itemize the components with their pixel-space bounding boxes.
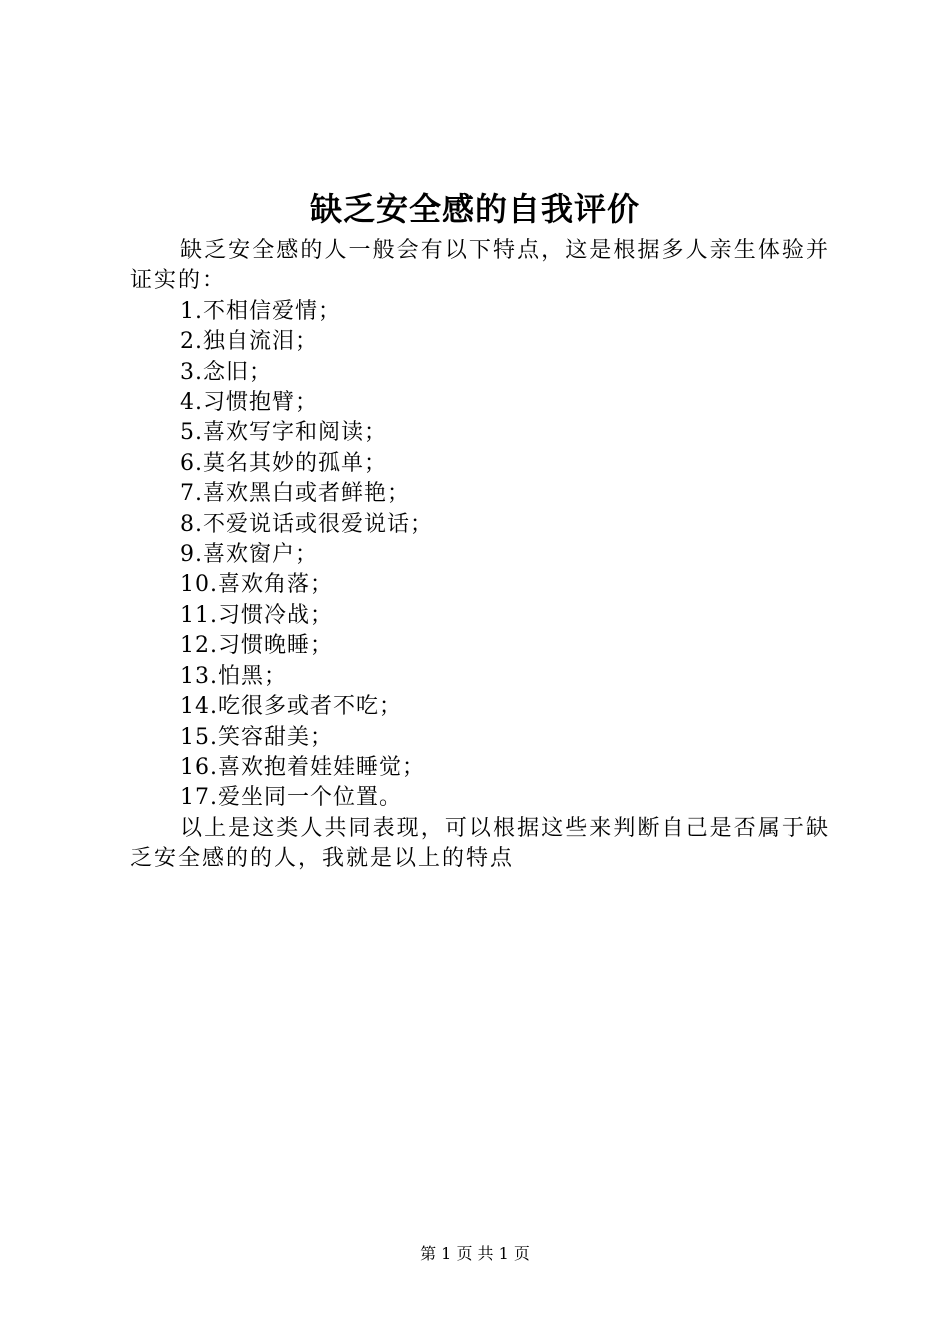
list-item: 12.习惯晚睡； — [180, 633, 333, 659]
document-body — [130, 236, 830, 875]
list-item: 17.爱坐同一个位置。 — [180, 785, 402, 811]
list-item: 10.喜欢角落； — [180, 572, 333, 598]
list-item: 15.笑容甜美； — [180, 724, 333, 750]
list-item: 13.怕黑； — [180, 663, 287, 689]
conclusion-paragraph: 以上是这类人共同表现，可以根据这些来判断自己是否属于缺乏安全感的的人，我就是以上的特点 — [130, 815, 830, 872]
list-item: 5.喜欢写字和阅读； — [180, 420, 387, 446]
list-item: 9.喜欢窗户； — [180, 542, 318, 568]
page-footer: 第 1 页 共 1 页 — [420, 1244, 530, 1263]
intro-paragraph: 缺乏安全感的人一般会有以下特点，这是根据多人亲生体验并证实的： — [130, 238, 830, 294]
list-item: 8.不爱说话或很爱说话； — [180, 511, 433, 537]
list-item: 7.喜欢黑白或者鲜艳； — [180, 481, 410, 507]
list-item: 11.习惯冷战； — [180, 602, 333, 628]
list-item: 2.独自流泪； — [180, 329, 318, 355]
trait-list — [130, 297, 830, 814]
list-item: 4.习惯抱臂； — [180, 390, 318, 416]
list-item: 3.念旧； — [180, 359, 272, 385]
list-item: 6.莫名其妙的孤单； — [180, 450, 387, 476]
document-title: 缺乏安全感的自我评价 — [309, 190, 640, 228]
list-item: 16.喜欢抱着娃娃睡觉； — [180, 754, 425, 780]
list-item: 14.吃很多或者不吃； — [180, 694, 402, 720]
list-item: 1.不相信爱情； — [180, 298, 341, 324]
